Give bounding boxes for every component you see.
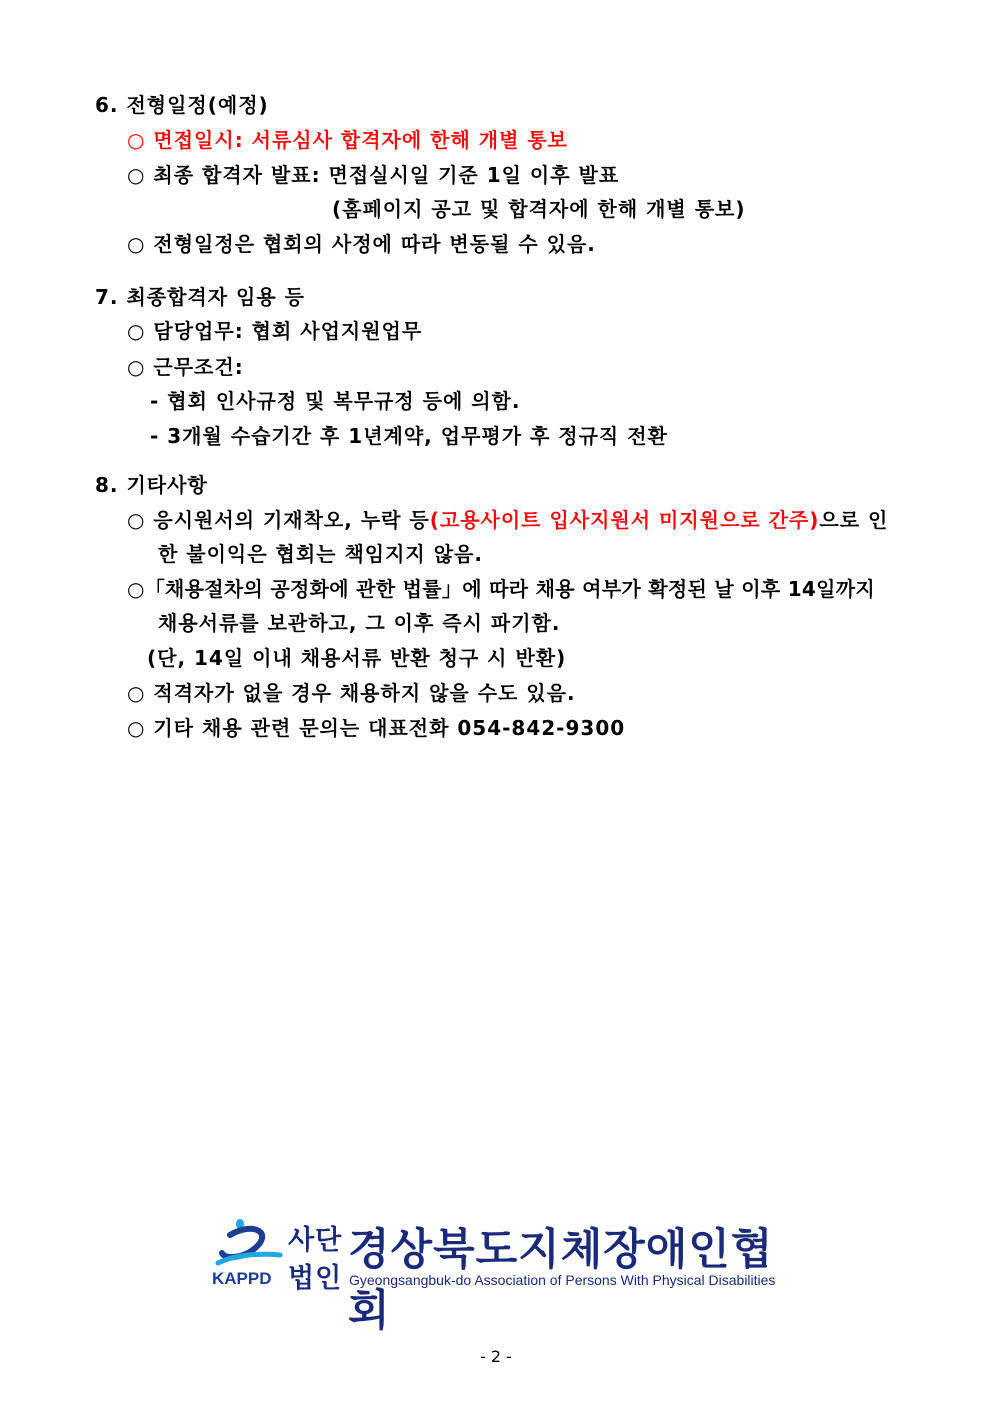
misc-item-1-red: (고용사이트 입사지원서 미지원으로 간주) xyxy=(429,508,820,532)
misc-item-3: ○ 적격자가 없을 경우 채용하지 않을 수도 있음. xyxy=(127,681,576,705)
association-logo xyxy=(212,1213,802,1336)
misc-item-1 xyxy=(127,507,888,533)
section-7-heading: 7. 최종합격자 임용 등 xyxy=(95,285,305,309)
misc-item-1-cont: 한 불이익은 협회는 책임지지 않음. xyxy=(158,542,483,566)
misc-item-2-cont: 채용서류를 보관하고, 그 이후 즉시 파기함. xyxy=(158,611,561,635)
conditions-item: ○ 근무조건: xyxy=(127,355,244,379)
conditions-dash-2: - 3개월 수습기간 후 1년계약, 업무평가 후 정규직 전환 xyxy=(150,424,668,448)
misc-item-1-text-a: ○ 응시원서의 기재착오, 누락 등 xyxy=(127,508,430,532)
conditions-dash-1: - 협회 인사규정 및 복무규정 등에 의함. xyxy=(150,389,521,413)
section-8-heading: 8. 기타사항 xyxy=(95,473,208,497)
section-6-heading: 6. 전형일정(예정) xyxy=(95,93,269,117)
logo-name-ko: 경상북도지체장애인협회 xyxy=(348,1225,774,1336)
logo-name-en: Gyeongsangbuk-do Association of Persons With Physical Disabilities xyxy=(349,1272,776,1288)
misc-item-4: ○ 기타 채용 관련 문의는 대표전화 054-842-9300 xyxy=(127,716,626,740)
logo-beobin: 법인 xyxy=(288,1263,343,1294)
misc-item-1-text-b: 으로 인 xyxy=(819,508,889,532)
final-announcement: ○ 최종 합격자 발표: 면접실시일 기준 1일 이후 발표 xyxy=(127,163,620,187)
page-number: - 2 - xyxy=(480,1347,512,1366)
logo-mark-icon xyxy=(214,1215,286,1273)
logo-sadan: 사단 xyxy=(288,1225,343,1256)
final-announcement-note: (홈페이지 공고 및 합격자에 한해 개별 통보) xyxy=(332,197,746,221)
interview-schedule: ○ 면접일시: 서류심사 합격자에 한해 개별 통보 xyxy=(127,128,568,152)
schedule-change-note: ○ 전형일정은 협회의 사정에 따라 변동될 수 있음. xyxy=(127,232,596,256)
duty-item: ○ 담당업무: 협회 사업지원업무 xyxy=(127,319,423,343)
logo-kappd: KAPPD xyxy=(212,1269,272,1288)
misc-item-2: ○「채용절차의 공정화에 관한 법률」에 따라 채용 여부가 확정된 날 이후 14일까지 xyxy=(127,577,876,601)
misc-item-2-note: (단, 14일 이내 채용서류 반환 청구 시 반환) xyxy=(147,646,567,670)
